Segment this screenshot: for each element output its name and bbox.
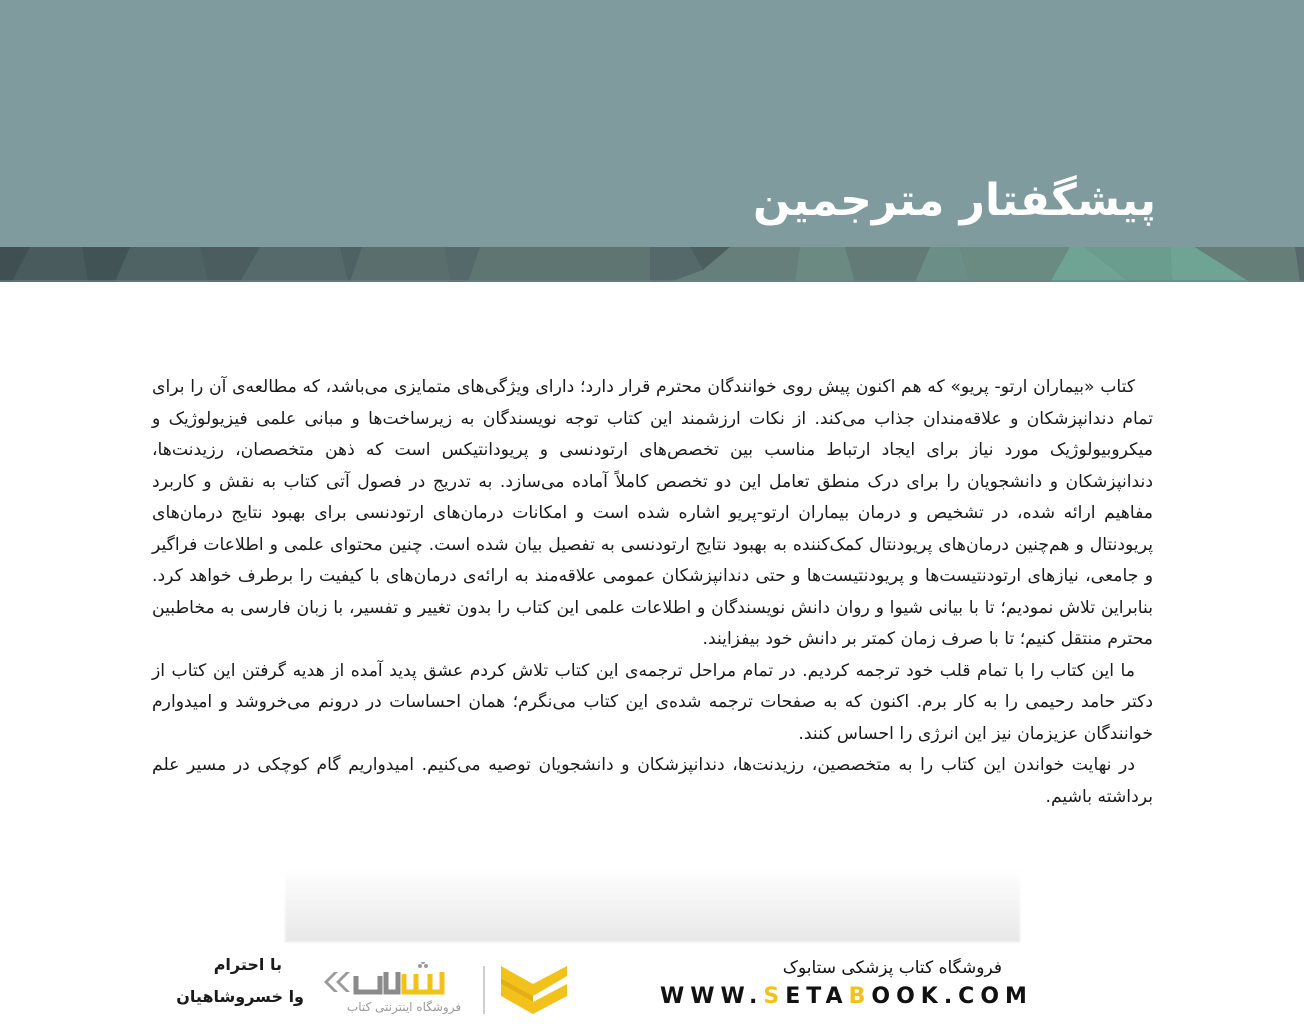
polygon-pattern-icon [0, 247, 1304, 282]
signature-name: وا خسروشاهیان [176, 987, 304, 1006]
url-accent: B [848, 984, 872, 1009]
url-accent: S [763, 984, 786, 1009]
logo-subtitle: فروشگاه اینترنتی کتاب [346, 1000, 462, 1014]
decorative-banner [0, 247, 1304, 282]
logo-divider [483, 966, 485, 1014]
page-header [0, 0, 1304, 247]
shop-url [660, 982, 1033, 1012]
setabook-logo [320, 958, 570, 1020]
paragraph: کتاب «بیماران ارتو- پریو» که هم اکنون پیش روی خوانندگان محترم قرار دارد؛ دارای ویژگی‌های متمایزی می‌باشد، که مطالعه‌ی آن را برای تمام دندانپزشکان و علاقه‌مندان جذاب می‌کند. از نکات ارزشمند این کتاب توجه نویسندگان به زیرساخت‌ها و مبانی علمی فیزیولوژیک و میکروبیولوژیک مورد نیاز برای ایجاد ارتباط مناسب بین تخصص‌های ارتودنسی و پریودانتیکس است که ذهن متخصصان، رزیدنت‌ها، دندانپزشکان و دانشجویان را برای درک منطق تعامل این دو تخصص کاملاً آماده می‌سازد. به تدریج در فصول آتی کتاب به نقش و کاربرد مفاهیم ارائه شده، در تشخیص و درمان بیماران ارتو-پریو اشاره شده است و امکانات درمان‌های ارتودنسی برای بهبود نتایج درمان‌های پریودنتال و هم‌چنین درمان‌های پریودنتال کمک‌کننده به بهبود نتایج ارتودنسی به تفصیل بیان شده است. چنین محتوای علمی و اطلاعات فراگیر و جامعی، نیازهای ارتودنتیست‌ها و پریودنتیست‌ها و حتی دندانپزشکان عمومی علاقه‌مند به ارائه‌ی درمان‌های با کیفیت را برطرف خواهد کرد. بنابراین تلاش نمودیم؛ تا با بیانی شیوا و روان دانش نویسندگان و اطلاعات علمی این کتاب را بدون تغییر و تفسیر، با زبان فارسی به مخاطبین محترم منتقل کنیم؛ تا با صرف زمان کمتر بر دانش خود بیفزایند. [152, 377, 1153, 649]
url-part: WWW. [660, 984, 764, 1009]
url-part: OOK.COM [871, 984, 1033, 1009]
url-part: ETA [785, 984, 849, 1009]
page-title: پیشگفتار مترجمین [753, 175, 1156, 226]
signature-closing: با احترام [213, 955, 282, 974]
paragraph: ما این کتاب را با تمام قلب خود ترجمه کردیم. در تمام مراحل ترجمه‌ی این کتاب تلاش کردم عشق پدید آمده از هدیه گرفتن این کتاب از دکتر حامد رحیمی را به کار برم. اکنون که به صفحات ترجمه شده‌ی این کتاب می‌نگرم؛ همان احساسات در درونم می‌خروشد و امیدوارم خوانندگان عزیزمان نیز این انرژی را احساس کنند. [152, 660, 1153, 744]
preface-body [152, 372, 1153, 813]
brand-wordmark-icon [320, 962, 470, 1002]
shop-name: فروشگاه کتاب پزشکی ستابوک [782, 958, 1002, 978]
shop-watermark [660, 954, 1033, 1012]
chevron-mark-icon [495, 962, 570, 1018]
paragraph: در نهایت خواندن این کتاب را به متخصصین، رزیدنت‌ها، دندانپزشکان و دانشجویان توصیه می‌کنیم. امیدواریم گام کوچکی در مسیر علم برداشته باشیم. [152, 755, 1153, 807]
watermark-fade-overlay [285, 868, 1020, 942]
signature-block [150, 950, 304, 1014]
